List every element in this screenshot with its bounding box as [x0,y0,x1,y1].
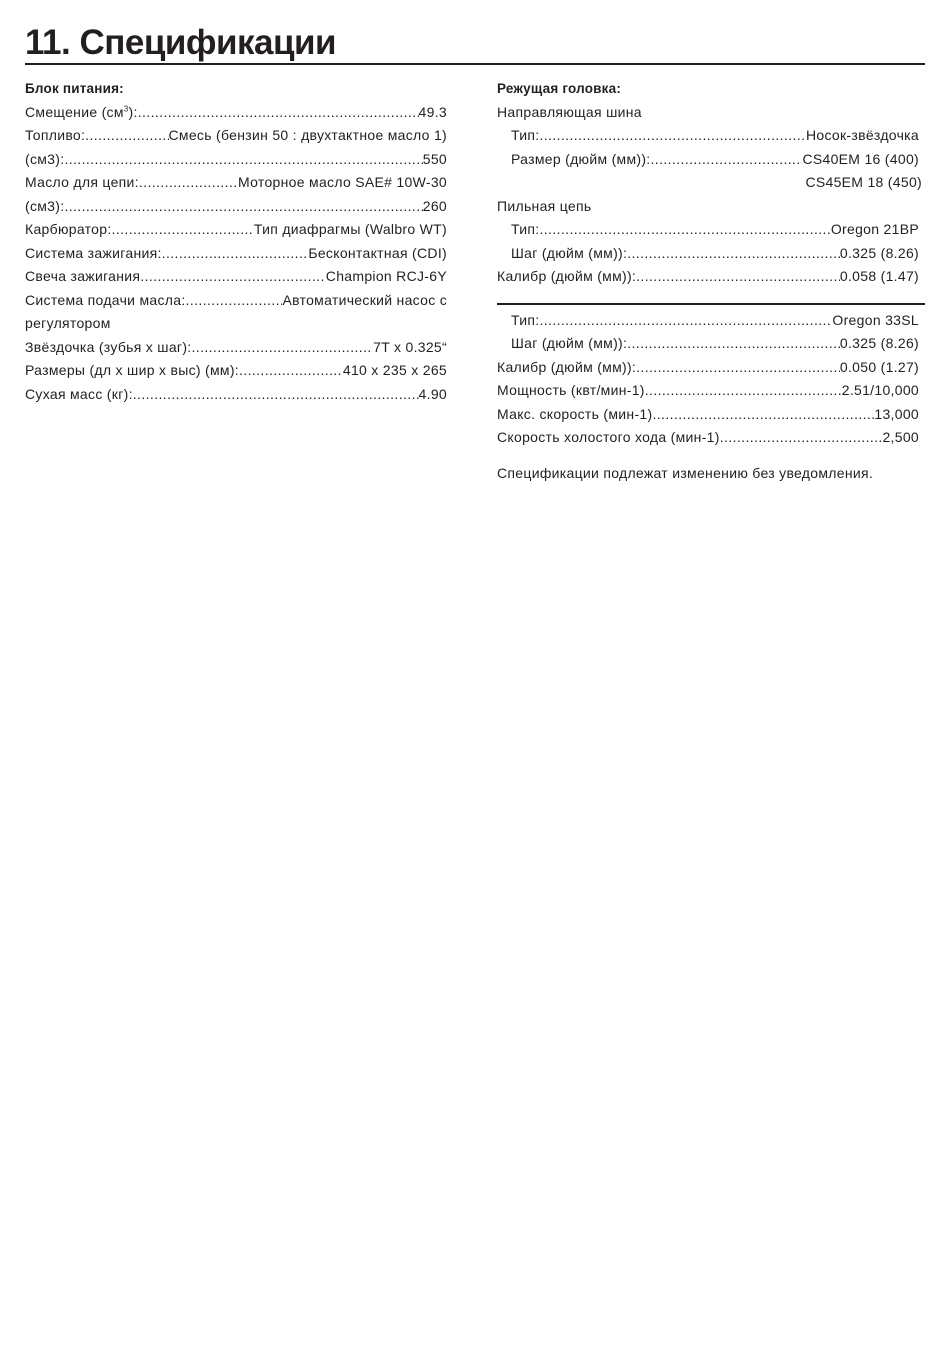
spec-label: Карбюратор: [25,221,112,237]
spec-label: Размеры (дл x шир x выс) (мм): [25,362,239,378]
spec-label: Тип: [511,127,540,143]
spec-row-chain2-gauge [497,356,925,380]
spec-value: 0.325 (8.26) [839,244,919,261]
spec-value: Автоматический насос с [282,291,447,308]
spec-label: Свеча зажигания [25,268,141,284]
leader-dots [627,242,840,266]
leader-dots [64,195,422,219]
cutting-head-section [497,77,925,485]
leader-dots [627,332,840,356]
leader-dots [651,148,803,172]
spec-label: Тип: [511,221,540,237]
leader-dots [539,218,830,242]
leader-dots [138,101,419,125]
spec-row-fuel-volume [25,148,447,172]
spec-row-dimensions [25,359,447,383]
spec-label: (см3): [25,197,65,214]
leader-dots [139,171,238,195]
spec-label: Макс. скорость (мин-1) [497,405,653,422]
spec-value: 13,000 [874,405,919,422]
spec-label: Размер (дюйм (мм)): [511,150,651,167]
spec-row-dry-weight [25,383,447,407]
page-title: 11. Спецификации [25,23,337,62]
power-unit-section [25,77,447,406]
spec-label: Звёздочка (зубья x шаг): [25,338,192,355]
spec-row-chain-oil [25,171,447,195]
spec-row-chain-gauge [497,265,925,289]
leader-dots [112,218,254,242]
spec-row-bar-size [497,148,925,172]
spec-value: 4.90 [418,385,447,402]
spec-label: Тип: [511,311,540,328]
spec-value: 0.058 (1.47) [839,268,919,284]
spec-row-power [497,379,925,403]
spec-value: 7T x 0.325“ [373,338,447,355]
spec-label: Мощность (квт/мин-1) [497,382,645,398]
spec-label: Смещение $(см^3)$: [25,103,138,120]
spec-value: CS40EM 16 (400) [802,150,919,167]
spec-row-fuel [25,124,447,148]
spec-value: Oregon 21BP [830,221,919,237]
spec-label: Сухая масс (кг): [25,385,133,402]
title-divider [25,63,925,65]
leader-dots [186,289,283,313]
spec-value: 410 x 235 x 265 [342,362,447,378]
leader-dots [636,265,840,289]
spec-value: 260 [422,197,447,214]
spec-label: Скорость холостого хода (мин-1) [497,429,720,445]
spec-label: Масло для цепи: [25,174,139,190]
spec-row-bar-type [497,124,925,148]
leader-dots [191,336,373,360]
spec-value: 2.51/10,000 [841,382,919,398]
spec-label: Калибр (дюйм (мм)): [497,358,637,375]
spec-row-chain2-type [497,309,925,333]
leader-dots [720,426,883,450]
leader-dots [645,379,842,403]
leader-dots [636,356,840,380]
spec-label: Система зажигания: [25,244,162,261]
saw-chain-heading: Пильная цепь [497,197,592,214]
spec-row-max-speed [497,403,925,427]
disclaimer-note: Спецификации подлежат изменению без уведомления. [497,464,874,481]
spec-label: Система подачи масла: [25,291,186,308]
guide-bar-heading: Направляющая шина [497,103,642,120]
spec-row-displacement [25,101,447,125]
leader-dots [64,148,422,172]
leader-dots [85,124,168,148]
spec-value: Бесконтактная (CDI) [308,244,447,261]
spec-row-sprocket [25,336,447,360]
section-divider [497,303,925,305]
leader-dots [539,309,832,333]
spec-value: Носок-звёздочка [805,127,919,143]
leader-dots [239,359,343,383]
spec-label: Шаг (дюйм (мм)): [511,244,628,261]
spec-value: Champion RCJ-6Y [325,268,447,284]
cutting-head-heading: Режущая головка: [497,81,622,96]
spec-row-chain-pitch [497,242,925,266]
power-unit-heading: Блок питания: [25,81,124,96]
spec-row-idle-speed [497,426,925,450]
spec-value: 0.325 (8.26) [839,335,919,351]
spec-value: 550 [422,150,447,167]
spec-row-chain-oil-volume [25,195,447,219]
spec-value: 49.3 [418,103,447,120]
spec-value: Смесь (бензин 50 : двухтактное масло 1) [168,127,447,143]
spec-value: 0.050 (1.27) [839,358,919,375]
spec-row-spark-plug [25,265,447,289]
spec-label: Калибр (дюйм (мм)): [497,268,637,284]
spec-value-continuation: CS45EM 18 (450) [805,174,922,190]
spec-value-continuation: регулятором [25,315,111,331]
spec-label: Топливо: [25,127,86,143]
leader-dots [162,242,309,266]
spec-row-carburetor [25,218,447,242]
spec-value: Oregon 33SL [832,311,919,328]
spec-label: (см3): [25,150,65,167]
spec-row-ignition [25,242,447,266]
spec-row-chain2-pitch [497,332,925,356]
leader-dots [539,124,806,148]
spec-row-chain-type [497,218,925,242]
spec-row-oil-system [25,289,447,313]
spec-value: 2,500 [882,429,919,445]
spec-value: Моторное масло SAE# 10W-30 [238,174,447,190]
leader-dots [652,403,874,427]
leader-dots [133,383,419,407]
spec-label: Шаг (дюйм (мм)): [511,335,628,351]
leader-dots [140,265,325,289]
spec-value: Тип диафрагмы (Walbro WT) [253,221,447,237]
